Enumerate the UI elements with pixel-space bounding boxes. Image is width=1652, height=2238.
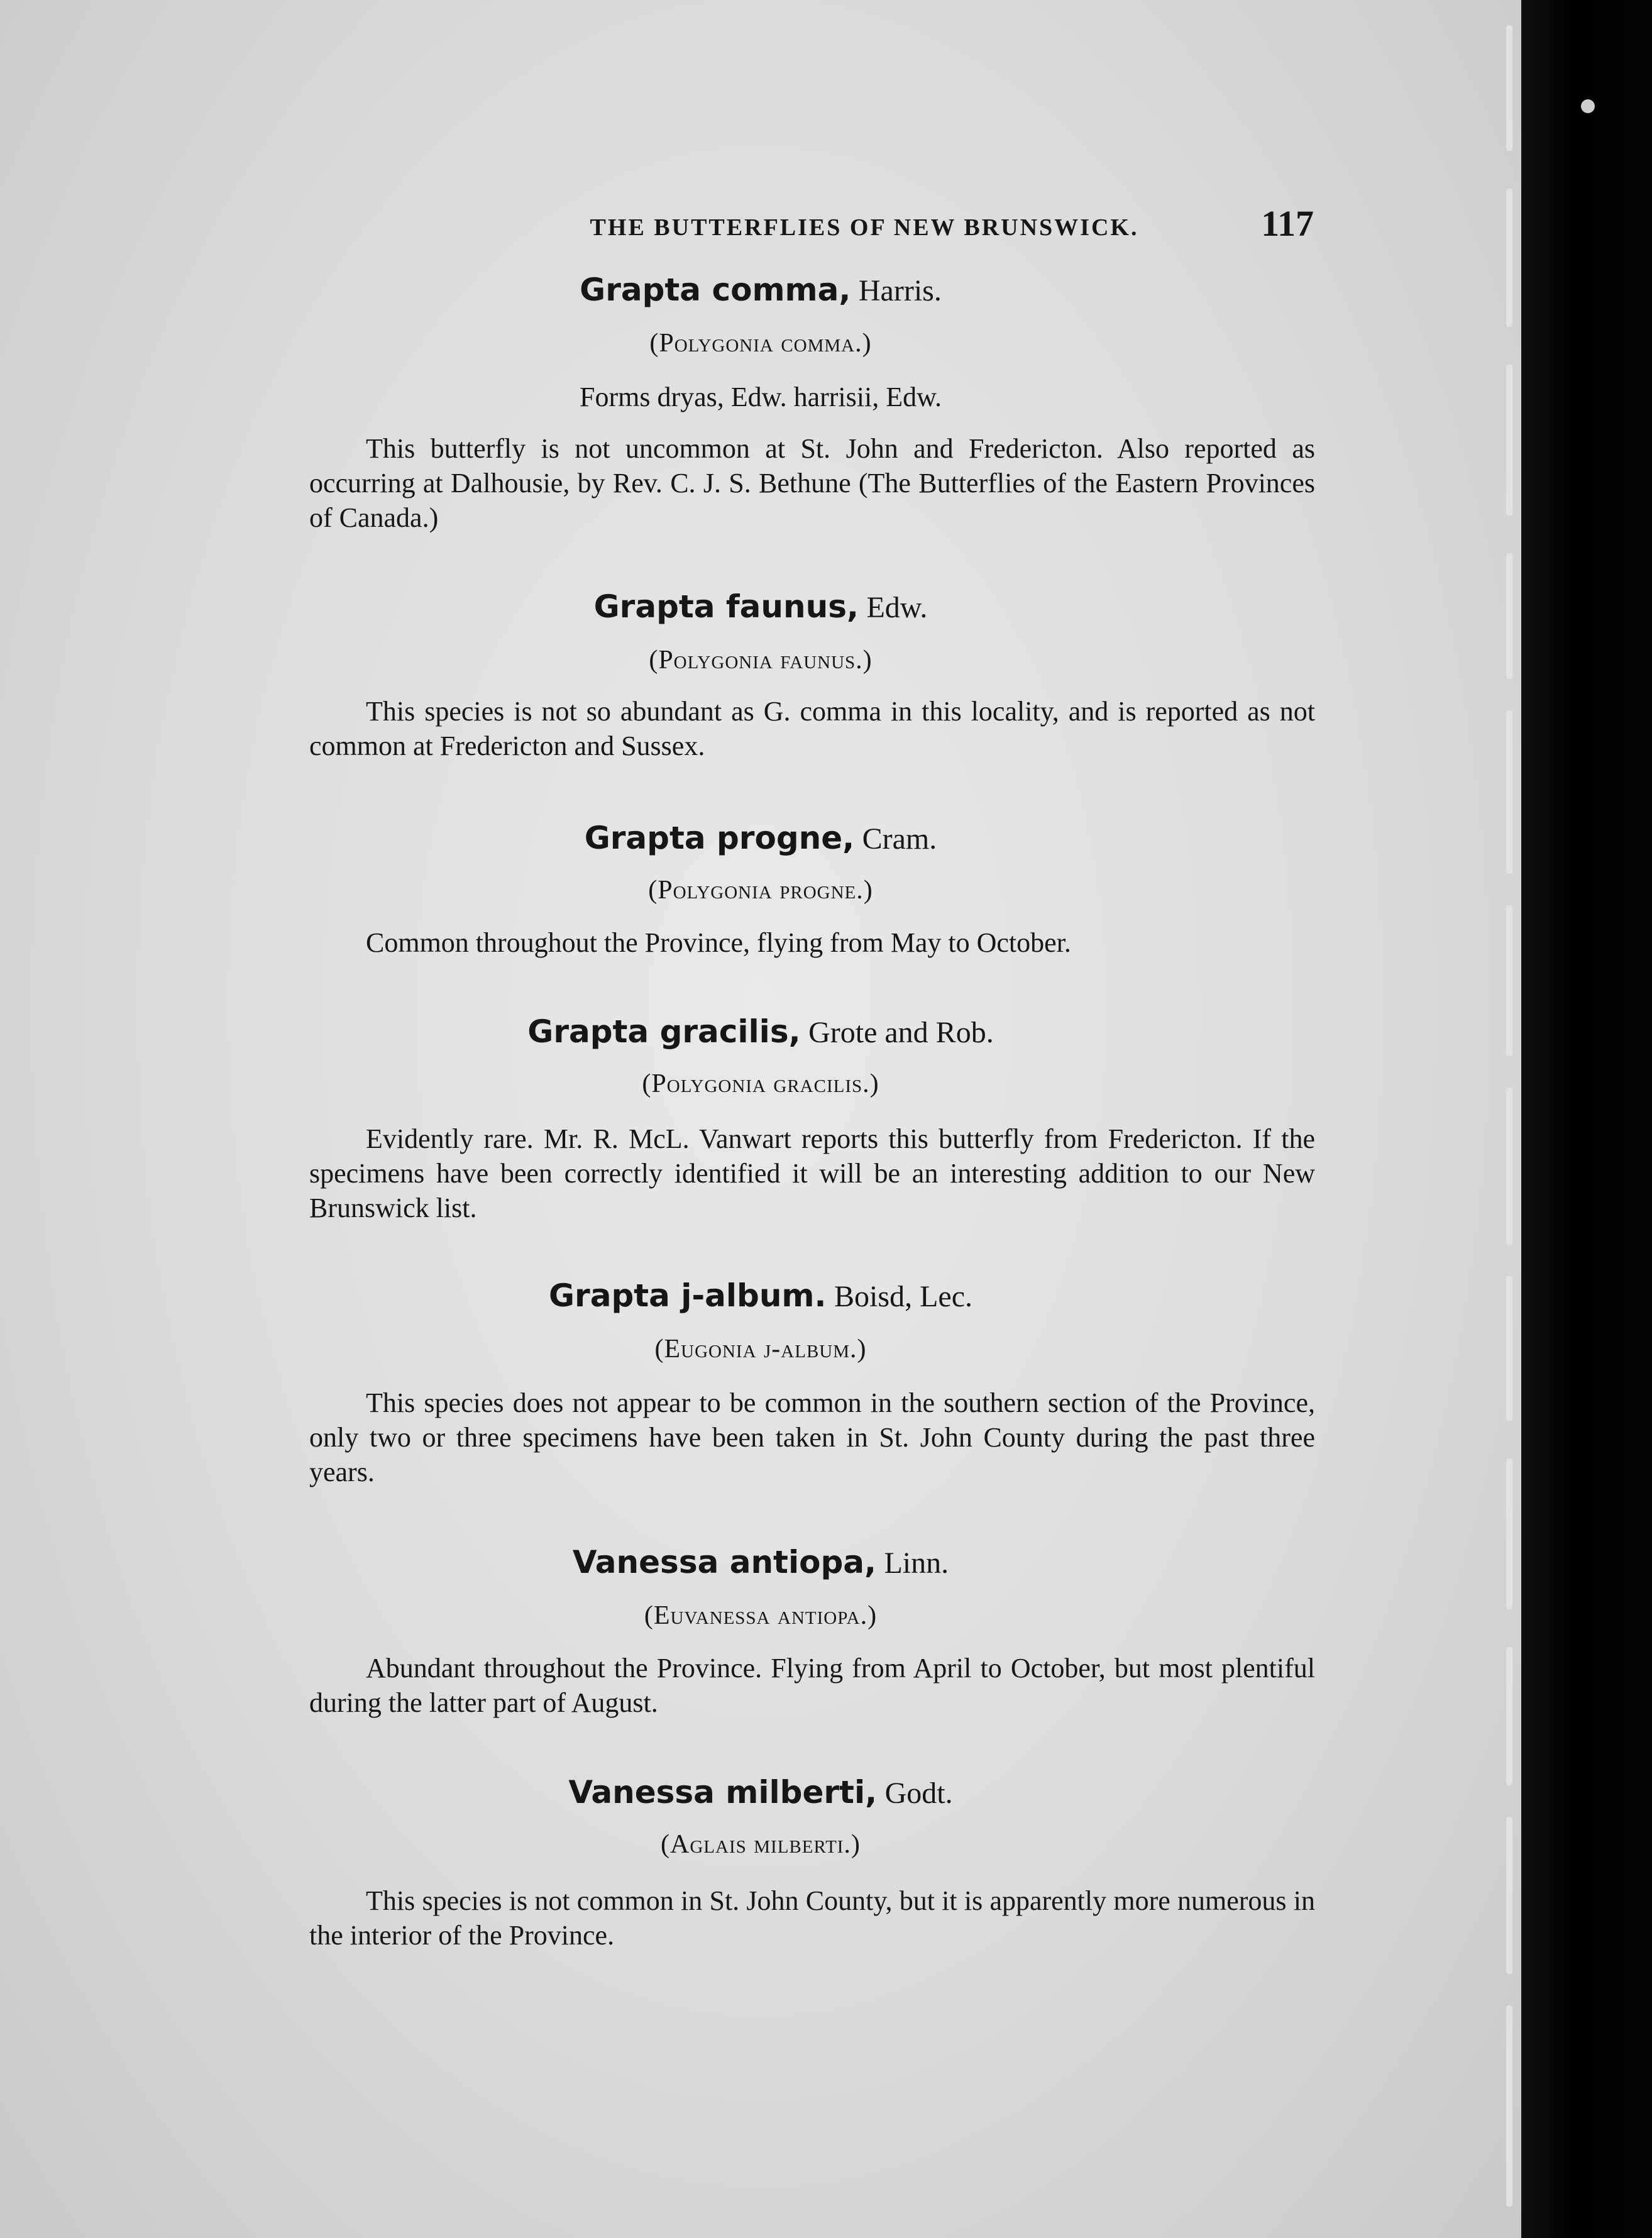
binding-stitch — [1506, 710, 1512, 874]
species-synonym: (Polygonia comma.) — [649, 329, 872, 358]
species-description: This butterfly is not uncommon at St. John and Fredericton. Also reported as occurring at Dalhousie, by Rev. C. J. S. Bethune (The Butterflies of the Eastern Provinces of Canada.) — [309, 433, 1315, 533]
binding-stitch — [1506, 1458, 1512, 1609]
species-heading — [0, 1277, 1521, 1314]
running-head: THE BUTTERFLIES OF NEW BRUNSWICK. — [590, 214, 1139, 241]
species-name: Grapta gracilis, — [527, 1013, 801, 1050]
species-description: This species is not so abundant as G. comma in this locality, and is reported as not common at Fredericton and Sussex. — [309, 696, 1315, 761]
binding-stitch — [1506, 365, 1512, 515]
binding-stitch — [1506, 905, 1512, 1056]
species-description: This species does not appear to be common in the southern section of the Province, only two or three specimens have been taken in St. John County during the past three years. — [309, 1387, 1315, 1487]
species-heading — [0, 588, 1521, 625]
species-name: Grapta comma, — [580, 272, 851, 308]
binding-hole — [1581, 99, 1595, 113]
species-heading — [0, 1544, 1521, 1580]
species-name: Vanessa antiopa, — [572, 1544, 876, 1580]
species-synonym: (Aglais milberti.) — [661, 1830, 861, 1859]
species-name: Grapta progne, — [584, 820, 855, 856]
binding-stitch — [1506, 1647, 1512, 1785]
page-header — [308, 202, 1314, 253]
species-name: Grapta j-album. — [549, 1277, 827, 1314]
species-description: Evidently rare. Mr. R. McL. Vanwart reports this butterfly from Fredericton. If the specimens have been correctly identified it will be an interesting addition to our New Brunswick list. — [309, 1123, 1315, 1223]
species-description: Common throughout the Province, flying from May to October. — [366, 927, 1071, 958]
binding-stitch — [1506, 553, 1512, 679]
species-heading — [0, 820, 1521, 856]
forms-text: Forms dryas, Edw. harrisii, Edw. — [580, 382, 942, 412]
species-author: Edw. — [866, 591, 928, 624]
species-heading — [0, 1774, 1521, 1811]
binding-stitch — [1506, 1088, 1512, 1245]
binding-stitch — [1506, 1817, 1512, 1974]
species-name: Vanessa milberti, — [568, 1774, 878, 1811]
species-synonym: (Eugonia j-album.) — [654, 1335, 867, 1364]
species-forms — [0, 381, 1521, 413]
species-author: Linn. — [884, 1546, 949, 1580]
species-author: Godt. — [884, 1777, 953, 1810]
species-author: Cram. — [862, 822, 937, 856]
binding-stitch — [1506, 189, 1512, 327]
species-name: Grapta faunus, — [593, 588, 859, 625]
species-heading — [0, 1013, 1521, 1050]
binding-stitch — [1506, 25, 1512, 151]
binding-stitch — [1506, 2005, 1512, 2207]
species-synonym: (Polygonia progne.) — [648, 876, 873, 905]
page-number: 117 — [1261, 203, 1314, 244]
species-author: Boisd, Lec. — [834, 1280, 972, 1313]
species-synonym: (Euvanessa antiopa.) — [644, 1601, 878, 1630]
species-author: Grote and Rob. — [808, 1016, 994, 1049]
binding-spine — [1521, 0, 1652, 2238]
species-synonym: (Polygonia faunus.) — [649, 646, 873, 675]
species-description: This species is not common in St. John County, but it is apparently more numerous in the interior of the Province. — [309, 1885, 1315, 1951]
species-author: Harris. — [858, 274, 942, 307]
binding-stitch — [1506, 1276, 1512, 1421]
species-heading — [0, 272, 1521, 308]
species-description: Abundant throughout the Province. Flying from April to October, but most plentiful during the latter part of August. — [309, 1653, 1315, 1718]
species-synonym: (Polygonia gracilis.) — [642, 1069, 879, 1098]
